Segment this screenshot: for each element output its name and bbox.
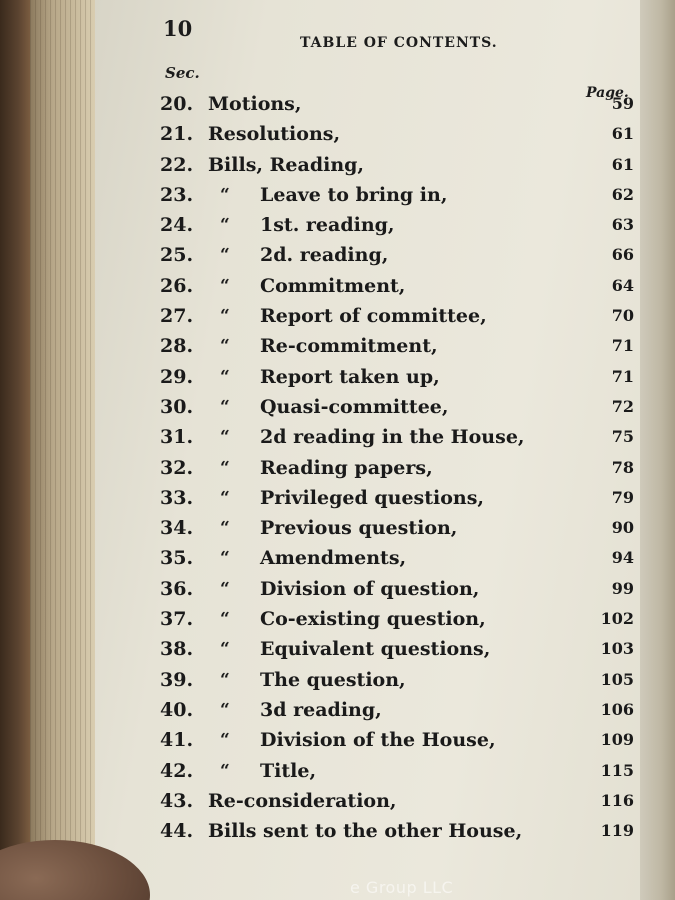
page-ref: 70 <box>611 306 634 326</box>
ditto-mark: “ <box>220 275 230 296</box>
ditto-mark: “ <box>220 669 230 690</box>
entry-title: Bills, Reading, <box>208 153 365 176</box>
section-number: 25. <box>160 244 194 267</box>
section-number: 24. <box>160 214 194 237</box>
toc-entry <box>160 816 640 846</box>
toc-entry <box>160 119 640 149</box>
section-number: 33. <box>160 486 194 509</box>
page-ref: 75 <box>611 427 634 447</box>
ditto-mark: “ <box>220 306 230 327</box>
section-number: 38. <box>160 638 194 661</box>
ditto-mark: “ <box>220 184 230 205</box>
ditto-mark: “ <box>220 245 230 266</box>
section-number: 28. <box>160 335 194 358</box>
page-ref: 105 <box>600 669 634 689</box>
page-ref: 99 <box>611 578 634 598</box>
running-head: TABLE OF CONTENTS. <box>300 35 498 51</box>
section-number: 40. <box>160 698 194 721</box>
ditto-mark: “ <box>220 457 230 478</box>
section-number: 30. <box>160 395 194 418</box>
ditto-mark: “ <box>220 396 230 417</box>
entry-title: Quasi-committee, <box>260 395 449 418</box>
page-ref: 90 <box>611 518 634 538</box>
toc-entry <box>160 392 640 422</box>
entry-title: 2d reading in the House, <box>260 426 525 449</box>
section-number: 37. <box>160 608 194 631</box>
section-number: 36. <box>160 577 194 600</box>
toc-entry <box>160 210 640 240</box>
toc-entry <box>160 756 640 786</box>
page-ref: 72 <box>611 396 634 416</box>
ditto-mark: “ <box>220 699 230 720</box>
page-ref: 119 <box>600 821 634 841</box>
section-number: 23. <box>160 183 194 206</box>
toc-entry <box>160 513 640 543</box>
entry-title: Division of question, <box>260 577 480 600</box>
page-ref: 59 <box>611 94 634 113</box>
entry-title: Privileged questions, <box>260 486 485 509</box>
page-ref: 116 <box>600 790 634 810</box>
toc-entry <box>160 634 640 664</box>
section-number: 29. <box>160 365 194 388</box>
facing-page-shadow <box>640 0 675 900</box>
entry-title: 3d reading, <box>260 698 382 721</box>
ditto-mark: “ <box>220 548 230 569</box>
toc-entry <box>160 301 640 331</box>
ditto-mark: “ <box>220 487 230 508</box>
entry-title: Amendments, <box>260 547 407 570</box>
toc-entry <box>160 422 640 452</box>
toc-entry <box>160 483 640 513</box>
page-ref: 79 <box>611 487 634 507</box>
ditto-mark: “ <box>220 578 230 599</box>
ditto-mark: “ <box>220 427 230 448</box>
toc-entry <box>160 150 640 180</box>
page-column-label: Page. <box>586 85 629 101</box>
book-spine <box>0 0 30 900</box>
page-ref: 78 <box>611 457 634 477</box>
entry-title: Re-consideration, <box>208 789 397 812</box>
ditto-mark: “ <box>220 609 230 630</box>
page-ref: 66 <box>611 245 634 265</box>
entry-title: Reading papers, <box>260 456 433 479</box>
entry-title: The question, <box>260 668 406 691</box>
toc-entry <box>160 665 640 695</box>
page-ref: 64 <box>611 275 634 295</box>
section-number: 21. <box>160 123 194 146</box>
section-number: 41. <box>160 729 194 752</box>
toc-entry <box>160 543 640 573</box>
page-ref: 63 <box>611 215 634 235</box>
ditto-mark: “ <box>220 215 230 236</box>
section-number: 20. <box>160 93 194 115</box>
toc-entry <box>160 89 640 119</box>
toc-entry <box>160 271 640 301</box>
ditto-mark: “ <box>220 730 230 751</box>
page-number: 10 <box>163 16 193 41</box>
entry-title: Division of the House, <box>260 729 496 752</box>
section-number: 34. <box>160 517 194 540</box>
ditto-mark: “ <box>220 366 230 387</box>
ditto-mark: “ <box>220 518 230 539</box>
toc-entry <box>160 604 640 634</box>
section-number: 31. <box>160 426 194 449</box>
section-number: 42. <box>160 759 194 782</box>
section-number: 39. <box>160 668 194 691</box>
toc-entry <box>160 331 640 361</box>
ditto-mark: “ <box>220 639 230 660</box>
ditto-mark: “ <box>220 760 230 781</box>
entry-title: Leave to bring in, <box>260 183 448 206</box>
section-number: 35. <box>160 547 194 570</box>
toc-entry <box>160 725 640 755</box>
toc-entry <box>160 362 640 392</box>
page-ref: 71 <box>611 366 634 386</box>
page-ref: 61 <box>611 154 634 174</box>
section-number: 27. <box>160 305 194 328</box>
sec-column-label: Sec. <box>165 64 200 82</box>
entry-title: Re-commitment, <box>260 335 438 358</box>
toc-entry <box>160 453 640 483</box>
section-number: 32. <box>160 456 194 479</box>
page-ref: 109 <box>600 730 634 750</box>
toc-entry <box>160 786 640 816</box>
ditto-mark: “ <box>220 336 230 357</box>
entry-title: 2d. reading, <box>260 244 389 267</box>
page-ref: 62 <box>611 184 634 204</box>
entry-title: Report of committee, <box>260 305 487 328</box>
watermark: e Group LLC <box>350 878 454 897</box>
page-edges <box>30 0 95 900</box>
entry-title: 1st. reading, <box>260 214 395 237</box>
page-ref: 115 <box>600 760 634 780</box>
page-ref: 106 <box>600 699 634 719</box>
entry-title: Motions, <box>208 93 302 115</box>
section-number: 43. <box>160 789 194 812</box>
page-ref: 71 <box>611 336 634 356</box>
section-number: 44. <box>160 820 194 843</box>
entry-title: Equivalent questions, <box>260 638 491 661</box>
entry-title: Commitment, <box>260 274 406 297</box>
toc-entry <box>160 695 640 725</box>
page-ref: 103 <box>600 639 634 659</box>
toc-entry <box>160 574 640 604</box>
entry-title: Previous question, <box>260 517 458 540</box>
section-number: 26. <box>160 274 194 297</box>
toc-entry <box>160 180 640 210</box>
table-of-contents <box>160 89 640 846</box>
page-ref: 61 <box>611 124 634 144</box>
toc-entry <box>160 240 640 270</box>
entry-title: Co-existing question, <box>260 608 486 631</box>
entry-title: Title, <box>260 759 317 782</box>
page-ref: 102 <box>600 609 634 629</box>
section-number: 22. <box>160 153 194 176</box>
entry-title: Bills sent to the other House, <box>208 820 523 843</box>
page-ref: 94 <box>611 548 634 568</box>
entry-title: Resolutions, <box>208 123 341 146</box>
entry-title: Report taken up, <box>260 365 440 388</box>
